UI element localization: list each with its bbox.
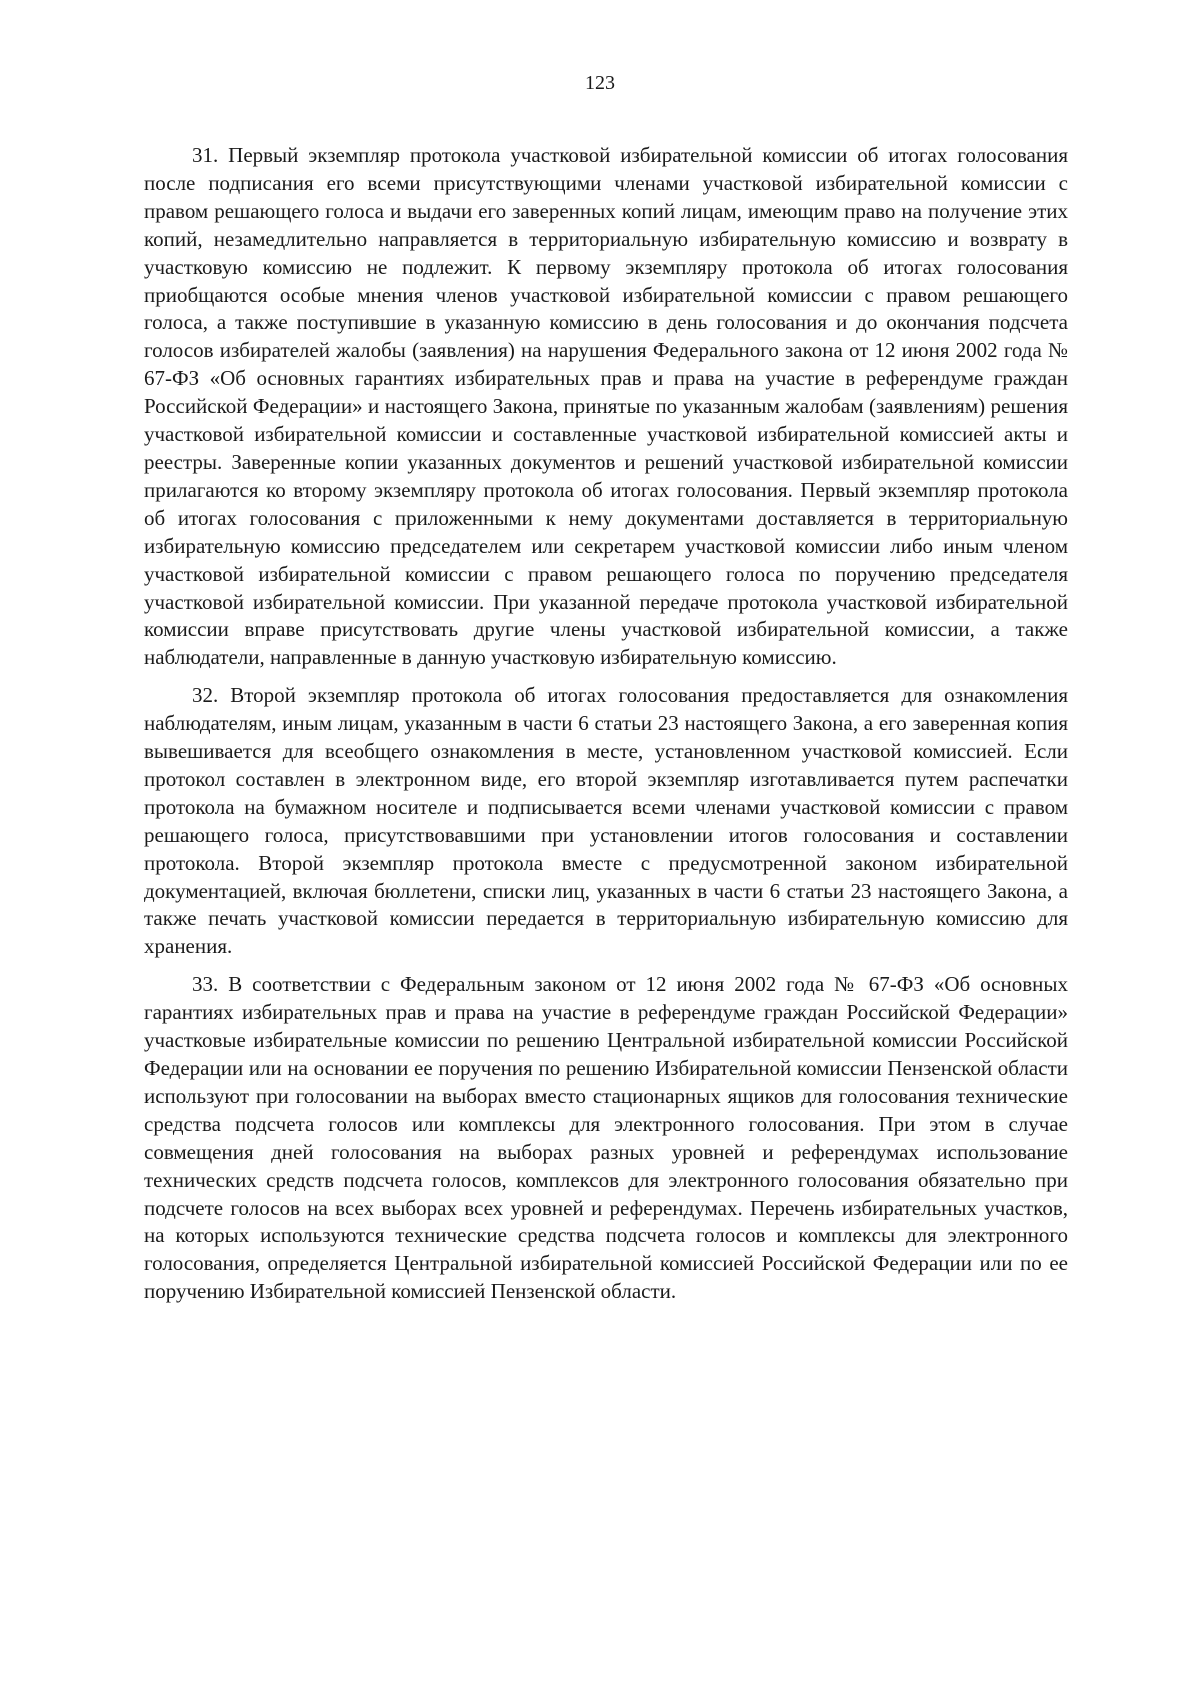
- paragraph-33: 33. В соответствии с Федеральным законом от 12 июня 2002 года № 67-ФЗ «Об основных гарантиях избирательных прав и права на участие в референдуме граждан Российской Федерации» участковые избирательные комиссии по решению Центральной избирательной комиссии Российской Федерации или на основании ее поручения по решению Избирательной комиссии Пензенской области используют при голосовании на выборах вместо стационарных ящиков для голосования технические средства подсчета голосов или комплексы для электронного голосования. При этом в случае совмещения дней голосования на выборах разных уровней и референдумах использование технических средств подсчета голосов, комплексов для электронного голосования обязательно при подсчете голосов на всех выборах всех уровней и референдумах. Перечень избирательных участков, на которых используются технические средства подсчета голосов и комплексы для электронного голосования, определяется Центральной избирательной комиссией Российской Федерации или по ее поручению Избирательной комиссией Пензенской области.: [144, 972, 1068, 1304]
- paragraph-31: 31. Первый экземпляр протокола участковой избирательной комиссии об итогах голосования после подписания его всеми присутствующими членами участковой избирательной комиссии с правом решающего голоса и выдачи его заверенных копий лицам, имеющим право на получение этих копий, незамедлительно направляется в территориальную избирательную комиссию и возврату в участковую комиссию не подлежит. К первому экземпляру протокола об итогах голосования приобщаются особые мнения членов участковой избирательной комиссии с правом решающего голоса, а также поступившие в указанную комиссию в день голосования и до окончания подсчета голосов избирателей жалобы (заявления) на нарушения Федерального закона от 12 июня 2002 года № 67-ФЗ «Об основных гарантиях избирательных прав и права на участие в референдуме граждан Российской Федерации» и настоящего Закона, принятые по указанным жалобам (заявлениям) решения участковой избирательной комиссии и составленные участковой избирательной комиссией акты и реестры. Заверенные копии указанных документов и решений участковой избирательной комиссии прилагаются ко второму экземпляру протокола об итогах голосования. Первый экземпляр протокола об итогах голосования с приложенными к нему документами доставляется в территориальную избирательную комиссию председателем или секретарем участковой комиссии либо иным членом участковой избирательной комиссии с правом решающего голоса по поручению председателя участковой избирательной комиссии. При указанной передаче протокола участковой избирательной комиссии вправе присутствовать другие члены участковой избирательной комиссии, а также наблюдатели, направленные в данную участковую избирательную комиссию.: [144, 143, 1068, 670]
- paragraph-32: 32. Второй экземпляр протокола об итогах голосования предоставляется для ознакомления наблюдателям, иным лицам, указанным в части 6 статьи 23 настоящего Закона, а его заверенная копия вывешивается для всеобщего ознакомления в месте, установленном участковой комиссией. Если протокол составлен в электронном виде, его второй экземпляр изготавливается путем распечатки протокола на бумажном носителе и подписывается всеми членами участковой комиссии с правом решающего голоса, присутствовавшими при установлении итогов голосования и составлении протокола. Второй экземпляр протокола вместе с предусмотренной законом избирательной документацией, включая бюллетени, списки лиц, указанных в части 6 статьи 23 настоящего Закона, а также печать участковой комиссии передается в территориальную избирательную комиссию для хранения.: [144, 683, 1068, 959]
- document-body: [144, 142, 1068, 1316]
- page-number: 123: [585, 72, 615, 94]
